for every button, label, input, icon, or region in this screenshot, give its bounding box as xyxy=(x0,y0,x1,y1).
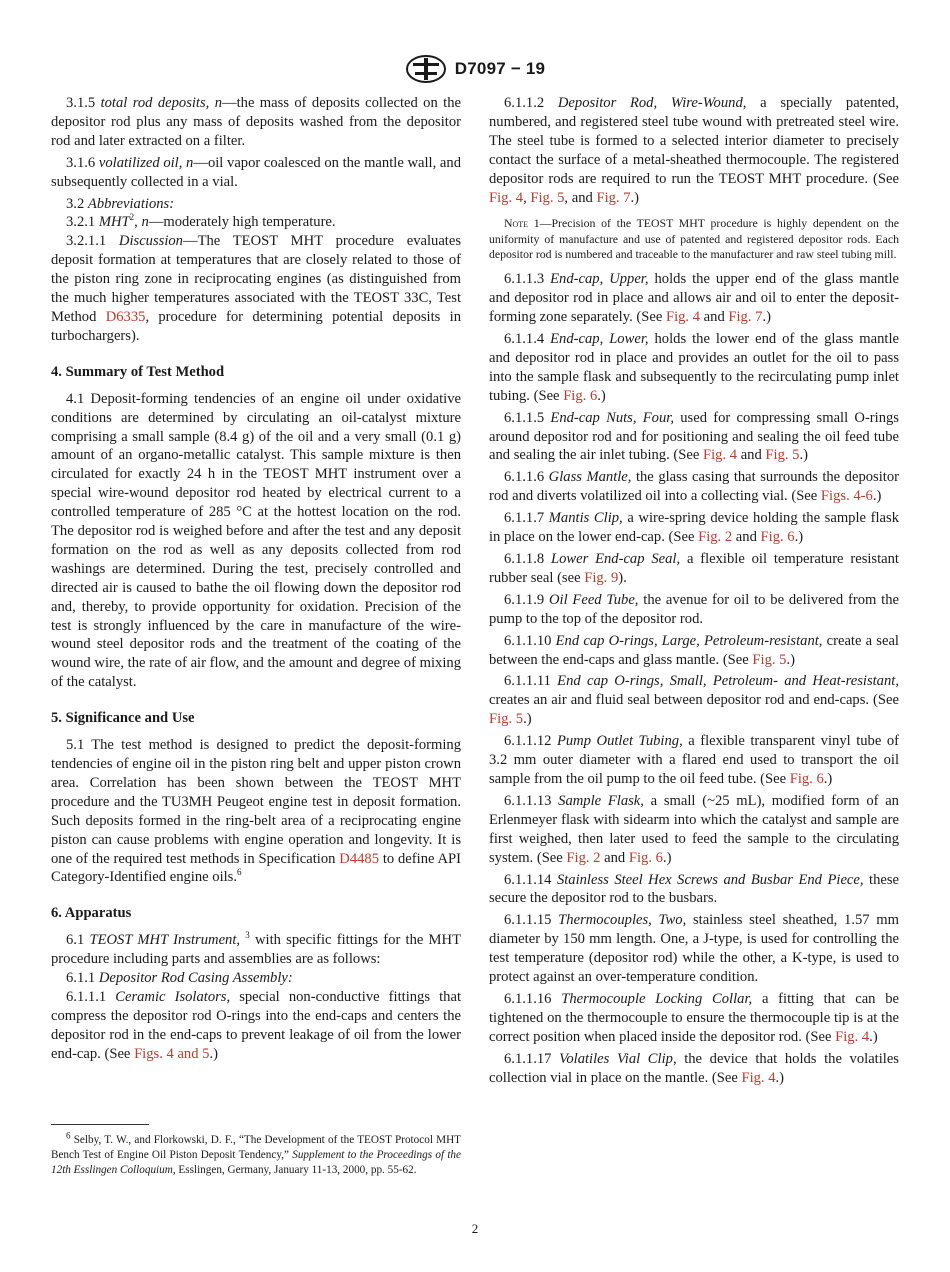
paragraph-6-1-1-10: 6.1.1.10 End cap O-rings, Large, Petroleum-resistant, create a seal between the end-caps and glass mantle. (See Fig. 5.) xyxy=(489,632,899,668)
link-d4485[interactable]: D4485 xyxy=(339,850,380,867)
paragraph-6-1-1-4: 6.1.1.4 End-cap, Lower, holds the lower end of the glass mantle and depositor rod in place and provides an outlet for the oil to pass into the sample flask and subsequently to the recirculating pump inlet tubing. (See Fig. 6.) xyxy=(489,331,899,404)
paragraph-6-1: 6.1 TEOST MHT Instrument, $^3$ with specific fittings for the MHT procedure including parts and assemblies are as follows: xyxy=(51,930,461,968)
link-fig-4[interactable]: Fig. 4 xyxy=(665,309,701,326)
link-fig-5[interactable]: Fig. 5 xyxy=(752,651,787,668)
link-fig-5[interactable]: Fig. 5 xyxy=(530,189,565,206)
paragraph-3-2-1-1: 3.2.1.1 Discussion—The TEOST MHT procedure evaluates deposit formation at temperatures that are closely related to those of the piston ring zone in reciprocating engines (as distinguished from the much higher temperatures associated with the TEOST 33C, Test Method D6335, procedure for determining potential deposits in turbochargers). xyxy=(51,233,462,344)
link-fig-4[interactable]: Fig. 4 xyxy=(489,189,524,206)
paragraph-3-2: 3.2 Abbreviations: xyxy=(66,195,175,212)
paragraph-6-1-1-9: 6.1.1.9 Oil Feed Tube, the avenue for oil to be delivered from the pump to the top of the depositor rod. xyxy=(489,591,899,627)
paragraph-6-1-1-3: 6.1.1.3 End-cap, Upper, holds the upper end of the glass mantle and depositor rod in place and allows air and oil to enter the deposit-forming zone separately. (See Fig. 4 and Fig. 7.) xyxy=(489,271,899,326)
link-fig-2[interactable]: Fig. 2 xyxy=(566,849,601,866)
paragraph-6-1-1-8: 6.1.1.8 Lower End-cap Seal, a flexible oil temperature resistant rubber seal (see Fig. 9). xyxy=(489,551,899,586)
section-heading-6: 6. Apparatus xyxy=(51,905,132,922)
paragraph-6-1-1-13: 6.1.1.13 Sample Flask, a small (~25 mL), modified form of an Erlenmeyer flask with sidearm into which the catalyst and sample are first weighed, then later used to feed the sample to the circulating system. (See Fig. 2 and Fig. 6.) xyxy=(489,792,899,866)
link-d6335[interactable]: D6335 xyxy=(105,308,146,325)
paragraph-6-1-1-12: 6.1.1.12 Pump Outlet Tubing, a flexible transparent vinyl tube of 3.2 mm outer diameter with a flared end used to transport the oil sample from the oil pump to the oil feed tube. (See Fig. 6.) xyxy=(489,733,899,787)
link-fig-4[interactable]: Fig. 4 xyxy=(835,1028,870,1045)
link-fig-4[interactable]: Fig. 4 xyxy=(702,447,738,464)
link-fig-5[interactable]: Fig. 5 xyxy=(765,447,800,464)
astm-logo-icon xyxy=(405,54,447,84)
paragraph-3-1-5: 3.1.5 total rod deposits, n—the mass of deposits collected on the depositor rod plus any mass of deposits washed from the depositor rod and later extracted on a filter. xyxy=(51,95,461,149)
paragraph-6-1-1-6: 6.1.1.6 Glass Mantle, the glass casing that surrounds the depositor rod and diverts volatilized oil into a collecting vial. (See Figs. 4-6.) xyxy=(489,469,899,505)
link-fig-7[interactable]: Fig. 7 xyxy=(596,189,631,206)
section-heading-5: 5. Significance and Use xyxy=(51,710,195,727)
link-fig-7[interactable]: Fig. 7 xyxy=(728,309,763,326)
link-fig-6[interactable]: Fig. 6 xyxy=(628,849,663,866)
footnote-divider xyxy=(51,1124,149,1125)
left-column xyxy=(51,94,461,1067)
paragraph-6-1-1: 6.1.1 Depositor Rod Casing Assembly: xyxy=(66,970,293,987)
link-fig-9[interactable]: Fig. 9 xyxy=(584,569,619,586)
link-fig-2[interactable]: Fig. 2 xyxy=(698,529,733,546)
note-1: Note 1—Precision of the TEOST MHT procedure is highly dependent on the uniformity of manufacture and use of patented and registered depositor rods. Each depositor rod is numbered and traceable to the manufacturer and raw steel tubing mill. xyxy=(489,216,899,262)
paragraph-4-1: 4.1 Deposit-forming tendencies of an engine oil under oxidative conditions are determined by circulating an oil-catalyst mixture comprising a small sample (8.4 g) of the oil and a very small (0.1 g) amount of an organo-metallic catalyst. This sample mixture is then circulated for exactly 24 h in the TEOST MHT instrument over a special wire-wound depositor rod heated by electrical current to a controlled temperature of 285 °C at the hottest location on the rod. The depositor rod is weighed before and after the test and any deposit formation on the rod as well as any deposits collected from rod washings are determined. During the test, precisely controlled and directed air is caused to bathe the oil flowing down the depositor rod and, thereby, to provide opportunity for oxidation. Precision of the test is strongly influenced by the care in manufacture of the wire-wound steel depositor rods and the treatment of the coating of the wound wire, the rate of air flow, and the amount and degree of mixing of the catalyst. xyxy=(51,390,461,691)
link-fig-6[interactable]: Fig. 6 xyxy=(760,529,795,546)
link-fig-6[interactable]: Fig. 6 xyxy=(789,770,824,787)
page-number: 2 xyxy=(471,1221,479,1236)
document-designation: D7097 − 19 xyxy=(454,59,546,78)
link-fig-6[interactable]: Fig. 6 xyxy=(563,387,598,404)
paragraph-6-1-1-14: 6.1.1.14 Stainless Steel Hex Screws and Busbar End Piece, these secure the depositor rod to the busbars. xyxy=(489,871,900,907)
paragraph-6-1-1-16: 6.1.1.16 Thermocouple Locking Collar, a fitting that can be tightened on the thermocouple to ensure the thermocouple tip is at the correct position when placed inside the depositor rod. (See Fig. 4.) xyxy=(489,990,900,1045)
paragraph-6-1-1-17: 6.1.1.17 Volatiles Vial Clip, the device that holds the volatiles collection vial in place on the mantle. (See Fig. 4.) xyxy=(489,1050,899,1086)
link-figs-4-6[interactable]: Figs. 4-6 xyxy=(820,488,873,505)
link-figs-4-and-5[interactable]: Figs. 4 and 5 xyxy=(134,1045,210,1062)
link-fig-5[interactable]: Fig. 5 xyxy=(489,711,524,728)
paragraph-3-1-6: 3.1.6 volatilized oil, n—oil vapor coalesced on the mantle wall, and subsequently collected in a vial. xyxy=(51,154,461,190)
section-heading-4: 4. Summary of Test Method xyxy=(51,363,225,380)
page-header xyxy=(0,54,950,84)
footnote-6: $^6$ Selby, T. W., and Florkowski, D. F., “The Development of the TEOST Protocol MHT Bench Test of Engine Oil Piston Deposit Tendency,” Supplement to the Proceedings of the 12th Esslingen Colloquium, Esslingen, Germany, January 11-13, 2000, pp. 55-62. xyxy=(51,1130,461,1177)
paragraph-6-1-1-1: 6.1.1.1 Ceramic Isolators, special non-conductive fittings that compress the depositor rod O-rings into the end-caps and centers the depositor rod in the end-caps to prevent leakage of oil from the lower end-cap. (See Figs. 4 and 5.) xyxy=(51,988,461,1062)
paragraph-5-1: 5.1 The test method is designed to predict the deposit-forming tendencies of engine oil in the piston ring belt and upper piston crown area. Correlation has been shown between the TEOST MHT procedure and the TU3MH Peugeot engine test in deposit formation. Such deposits formed in the ring-belt area of a reciprocating engine piston can cause problems with engine operation and longevity. It is one of the required test methods in Specification D4485 to define API Category-Identified engine oils.$^6$ xyxy=(51,737,461,886)
paragraph-6-1-1-7: 6.1.1.7 Mantis Clip, a wire-spring device holding the sample flask in place on the lower end-cap. (See Fig. 2 and Fig. 6.) xyxy=(489,510,899,546)
paragraph-6-1-1-2: 6.1.1.2 Depositor Rod, Wire-Wound, a specially patented, numbered, and registered steel tube wound with pretreated steel wire. The steel tube is formed to a selected interior diameter to precisely contact the surface of a metal-sheathed thermocouple. The registered depositor rods are required to run the TEOST MHT procedure. (See Fig. 4, Fig. 5, and Fig. 7.) xyxy=(489,95,899,206)
link-fig-4[interactable]: Fig. 4 xyxy=(741,1069,776,1086)
paragraph-6-1-1-5: 6.1.1.5 End-cap Nuts, Four, used for compressing small O-rings around depositor rod and for positioning and sealing the oil feed tube and sealing the air inlet tubing. (See Fig. 4 and Fig. 5.) xyxy=(489,409,899,464)
paragraph-6-1-1-15: 6.1.1.15 Thermocouples, Two, stainless steel sheathed, 1.57 mm diameter by 150 mm length. One, a J-type, is used for controlling the test temperature (depositor rod) while the other, a K-type, is used to protect against an over-temperature condition. xyxy=(489,912,900,986)
right-column xyxy=(489,94,899,1090)
paragraph-3-2-1: 3.2.1 MHT$^2$, n—moderately high temperature. xyxy=(66,212,336,231)
paragraph-6-1-1-11: 6.1.1.11 End cap O-rings, Small, Petroleum- and Heat-resistant, creates an air and fluid seal between depositor rod and end-caps. (See Fig. 5.) xyxy=(489,673,899,728)
